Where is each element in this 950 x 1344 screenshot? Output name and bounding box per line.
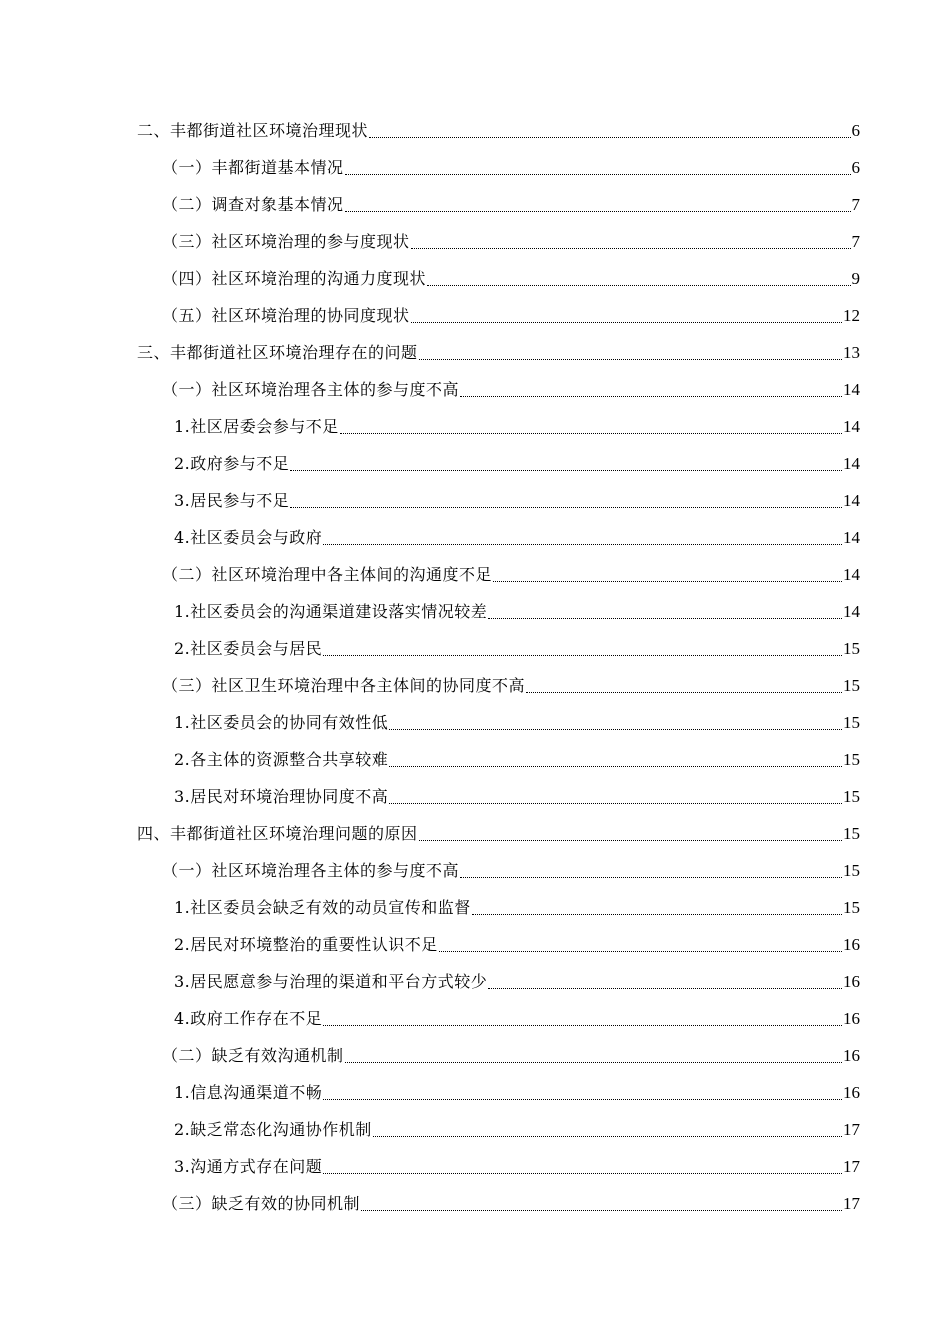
toc-entry-page-number: 14	[843, 528, 860, 547]
toc-entry[interactable]	[174, 926, 860, 963]
dot-leader	[323, 543, 842, 545]
toc-entry[interactable]	[174, 778, 860, 815]
toc-entry[interactable]	[174, 482, 860, 519]
toc-entry-page-number: 15	[843, 861, 860, 880]
toc-entry[interactable]	[162, 149, 860, 186]
toc-entry-page-number: 17	[843, 1157, 860, 1176]
toc-entry[interactable]	[174, 1000, 860, 1037]
toc-entry-title: （一）社区环境治理各主体的参与度不高	[162, 861, 460, 880]
toc-entry-page-number: 17	[843, 1194, 860, 1213]
dot-leader	[345, 210, 851, 212]
dot-leader	[323, 1098, 842, 1100]
toc-entry[interactable]	[137, 112, 860, 149]
dot-leader	[411, 247, 851, 249]
toc-entry-title: 四、丰都街道社区环境治理问题的原因	[137, 824, 418, 843]
toc-entry-title: 3.居民愿意参与治理的渠道和平台方式较少	[174, 972, 488, 991]
dot-leader	[411, 321, 842, 323]
toc-entry-page-number: 15	[843, 898, 860, 917]
toc-entry[interactable]	[137, 334, 860, 371]
toc-entry-title: 2.缺乏常态化沟通协作机制	[174, 1120, 372, 1139]
table-of-contents	[0, 112, 950, 1222]
dot-leader	[488, 987, 842, 989]
toc-entry-title: 4.政府工作存在不足	[174, 1009, 323, 1028]
toc-entry-title: 2.政府参与不足	[174, 454, 290, 473]
toc-entry-title: 3.沟通方式存在问题	[174, 1157, 323, 1176]
toc-entry-title: （二）缺乏有效沟通机制	[162, 1046, 344, 1065]
toc-entry-title: （二）社区环境治理中各主体间的沟通度不足	[162, 565, 493, 584]
toc-entry[interactable]	[162, 1185, 860, 1222]
dot-leader	[427, 284, 850, 286]
toc-entry[interactable]	[174, 1074, 860, 1111]
toc-entry-page-number: 16	[843, 1083, 860, 1102]
toc-entry[interactable]	[174, 889, 860, 926]
toc-entry-title: 2.社区委员会与居民	[174, 639, 323, 658]
dot-leader	[460, 395, 842, 397]
dot-leader	[389, 765, 842, 767]
toc-entry-title: （四）社区环境治理的沟通力度现状	[162, 269, 427, 288]
toc-entry-page-number: 15	[843, 639, 860, 658]
toc-entry[interactable]	[174, 704, 860, 741]
toc-entry-page-number: 15	[843, 824, 860, 843]
toc-entry-title: 4.社区委员会与政府	[174, 528, 323, 547]
toc-entry[interactable]	[162, 371, 860, 408]
dot-leader	[290, 469, 842, 471]
dot-leader	[290, 506, 842, 508]
toc-entry[interactable]	[162, 667, 860, 704]
toc-entry-title: 2.居民对环境整治的重要性认识不足	[174, 935, 438, 954]
dot-leader	[419, 839, 842, 841]
toc-entry-title: （二）调查对象基本情况	[162, 195, 344, 214]
dot-leader	[345, 1061, 842, 1063]
toc-entry[interactable]	[174, 1148, 860, 1185]
toc-entry[interactable]	[162, 260, 860, 297]
toc-entry-page-number: 14	[843, 602, 860, 621]
toc-entry-title: 1.信息沟通渠道不畅	[174, 1083, 323, 1102]
toc-entry-title: 3.居民对环境治理协同度不高	[174, 787, 389, 806]
toc-entry-page-number: 14	[843, 565, 860, 584]
toc-entry-page-number: 7	[851, 232, 860, 251]
toc-entry[interactable]	[174, 1111, 860, 1148]
toc-entry-page-number: 6	[851, 121, 860, 140]
dot-leader	[389, 802, 842, 804]
toc-entry-page-number: 12	[843, 306, 860, 325]
toc-entry[interactable]	[174, 741, 860, 778]
toc-entry-page-number: 14	[843, 454, 860, 473]
toc-entry-title: 2.各主体的资源整合共享较难	[174, 750, 389, 769]
toc-entry-title: 三、丰都街道社区环境治理存在的问题	[137, 343, 418, 362]
toc-entry[interactable]	[162, 556, 860, 593]
toc-entry[interactable]	[174, 963, 860, 1000]
toc-entry-page-number: 14	[843, 380, 860, 399]
toc-entry-title: （五）社区环境治理的协同度现状	[162, 306, 410, 325]
toc-entry[interactable]	[174, 445, 860, 482]
toc-entry-title: （一）社区环境治理各主体的参与度不高	[162, 380, 460, 399]
toc-entry-page-number: 14	[843, 491, 860, 510]
toc-entry-title: 1.社区委员会的协同有效性低	[174, 713, 389, 732]
toc-entry-title: （三）缺乏有效的协同机制	[162, 1194, 361, 1213]
toc-entry[interactable]	[162, 186, 860, 223]
dot-leader	[345, 173, 851, 175]
toc-entry-title: 1.社区委员会的沟通渠道建设落实情况较差	[174, 602, 488, 621]
toc-entry-page-number: 16	[843, 1009, 860, 1028]
dot-leader	[361, 1209, 842, 1211]
dot-leader	[493, 580, 842, 582]
toc-entry-title: 二、丰都街道社区环境治理现状	[137, 121, 369, 140]
toc-entry-page-number: 9	[851, 269, 860, 288]
toc-entry[interactable]	[162, 852, 860, 889]
dot-leader	[439, 950, 842, 952]
dot-leader	[340, 432, 842, 434]
toc-entry-page-number: 15	[843, 713, 860, 732]
toc-entry-title: （一）丰都街道基本情况	[162, 158, 344, 177]
dot-leader	[460, 876, 842, 878]
toc-entry[interactable]	[174, 519, 860, 556]
dot-leader	[323, 1172, 842, 1174]
dot-leader	[373, 1135, 842, 1137]
toc-entry-title: （三）社区卫生环境治理中各主体间的协同度不高	[162, 676, 526, 695]
dot-leader	[419, 358, 842, 360]
toc-entry[interactable]	[174, 630, 860, 667]
dot-leader	[472, 913, 842, 915]
toc-entry-page-number: 16	[843, 935, 860, 954]
toc-entry-title: 1.社区委员会缺乏有效的动员宣传和监督	[174, 898, 471, 917]
dot-leader	[369, 136, 850, 138]
dot-leader	[526, 691, 842, 693]
toc-entry-title: 3.居民参与不足	[174, 491, 290, 510]
dot-leader	[389, 728, 842, 730]
toc-entry-page-number: 6	[851, 158, 860, 177]
toc-entry-page-number: 16	[843, 1046, 860, 1065]
dot-leader	[323, 654, 842, 656]
toc-entry[interactable]	[137, 815, 860, 852]
toc-entry-page-number: 7	[851, 195, 860, 214]
toc-entry-page-number: 15	[843, 750, 860, 769]
toc-entry-page-number: 15	[843, 787, 860, 806]
dot-leader	[323, 1024, 842, 1026]
toc-entry[interactable]	[162, 1037, 860, 1074]
toc-entry-page-number: 14	[843, 417, 860, 436]
toc-entry-page-number: 13	[843, 343, 860, 362]
dot-leader	[488, 617, 842, 619]
toc-entry-page-number: 17	[843, 1120, 860, 1139]
toc-entry-title: （三）社区环境治理的参与度现状	[162, 232, 410, 251]
toc-entry[interactable]	[162, 297, 860, 334]
toc-entry[interactable]	[174, 408, 860, 445]
toc-entry-page-number: 16	[843, 972, 860, 991]
toc-entry[interactable]	[162, 223, 860, 260]
toc-entry[interactable]	[174, 593, 860, 630]
toc-entry-page-number: 15	[843, 676, 860, 695]
toc-entry-title: 1.社区居委会参与不足	[174, 417, 339, 436]
